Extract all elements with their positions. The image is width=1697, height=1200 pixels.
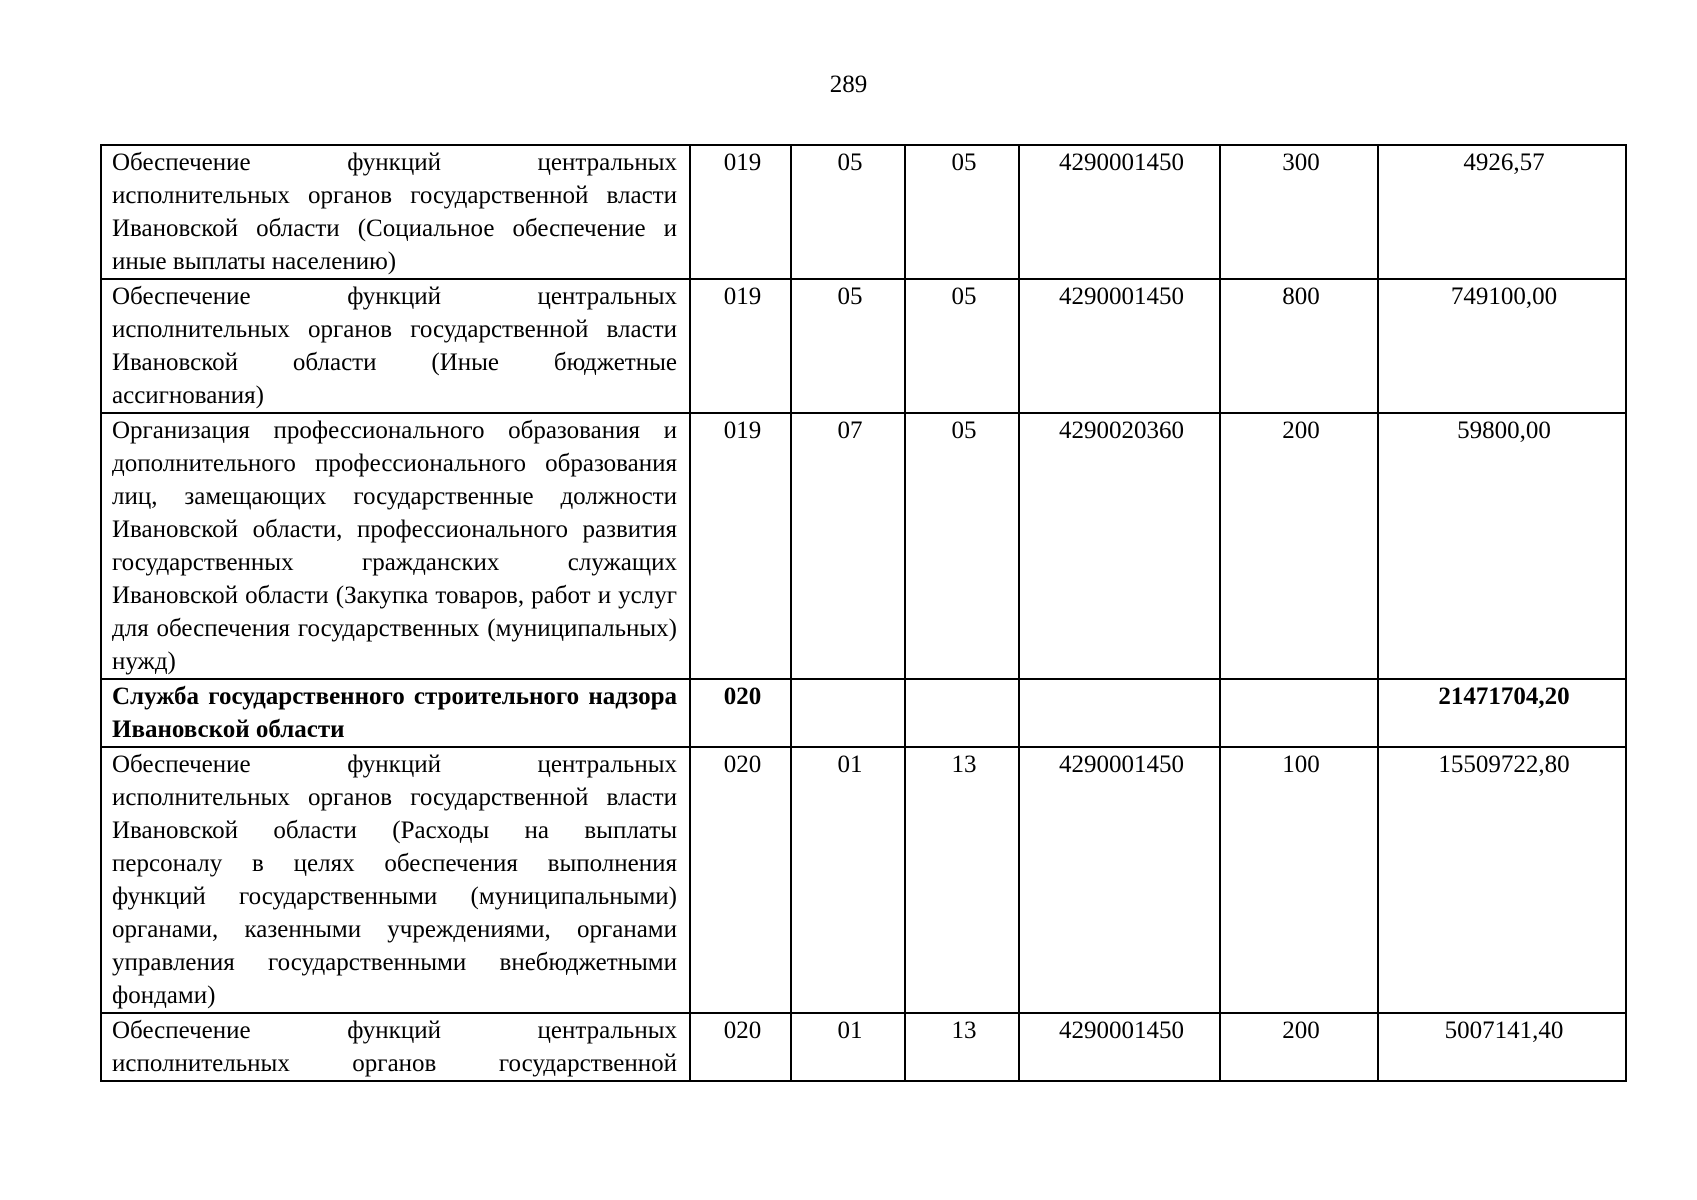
budget-table <box>100 144 1627 1082</box>
table-row <box>101 279 1626 413</box>
section-code: 01 <box>791 1013 905 1081</box>
target-article-code: 4290020360 <box>1019 413 1220 679</box>
table-row <box>101 145 1626 279</box>
row-description: Обеспечение функций центральных исполнительных органов государственной власти Ивановской области (Расходы на выплаты персоналу в целях обеспечения выполнения функций государственными (муниципальными) органами, казенными учреждениями, органами управления государственными внебюджетными фондами) <box>101 747 690 1013</box>
subsection-code: 13 <box>905 1013 1019 1081</box>
row-description: Служба государственного строительного надзора Ивановской области <box>101 679 690 747</box>
ministry-code: 019 <box>690 279 791 413</box>
table-row <box>101 679 1626 747</box>
table-row <box>101 747 1626 1013</box>
subsection-code: 05 <box>905 279 1019 413</box>
row-amount: 15509722,80 <box>1378 747 1626 1013</box>
ministry-code: 020 <box>690 1013 791 1081</box>
target-article-code: 4290001450 <box>1019 747 1220 1013</box>
target-article-code: 4290001450 <box>1019 145 1220 279</box>
subsection-code: 13 <box>905 747 1019 1013</box>
section-code: 05 <box>791 279 905 413</box>
section-code: 07 <box>791 413 905 679</box>
table-body <box>101 145 1626 1081</box>
row-amount: 59800,00 <box>1378 413 1626 679</box>
page-number: 289 <box>829 71 868 98</box>
section-code: 01 <box>791 747 905 1013</box>
row-description: Организация профессионального образования и дополнительного профессионального образования лиц, замещающих государственные должности Ивановской области, профессионального развития государственных гражданских служащих Ивановской области (Закупка товаров, работ и услуг для обеспечения государственных (муниципальных) нужд) <box>101 413 690 679</box>
expense-type-code <box>1220 679 1378 747</box>
subsection-code <box>905 679 1019 747</box>
row-description: Обеспечение функций центральных исполнительных органов государственной власти Ивановской области (Иные бюджетные ассигнования) <box>101 279 690 413</box>
ministry-code: 019 <box>690 145 791 279</box>
subsection-code: 05 <box>905 145 1019 279</box>
row-amount: 4926,57 <box>1378 145 1626 279</box>
target-article-code <box>1019 679 1220 747</box>
row-description: Обеспечение функций центральных исполнительных органов государственной <box>101 1013 690 1081</box>
section-code <box>791 679 905 747</box>
target-article-code: 4290001450 <box>1019 279 1220 413</box>
ministry-code: 020 <box>690 747 791 1013</box>
table-row <box>101 1013 1626 1081</box>
table-row <box>101 413 1626 679</box>
expense-type-code: 200 <box>1220 413 1378 679</box>
target-article-code: 4290001450 <box>1019 1013 1220 1081</box>
subsection-code: 05 <box>905 413 1019 679</box>
row-amount: 5007141,40 <box>1378 1013 1626 1081</box>
ministry-code: 020 <box>690 679 791 747</box>
section-code: 05 <box>791 145 905 279</box>
row-description: Обеспечение функций центральных исполнительных органов государственной власти Ивановской области (Социальное обеспечение и иные выплаты населению) <box>101 145 690 279</box>
expense-type-code: 200 <box>1220 1013 1378 1081</box>
row-amount: 21471704,20 <box>1378 679 1626 747</box>
expense-type-code: 300 <box>1220 145 1378 279</box>
ministry-code: 019 <box>690 413 791 679</box>
expense-type-code: 800 <box>1220 279 1378 413</box>
row-amount: 749100,00 <box>1378 279 1626 413</box>
expense-type-code: 100 <box>1220 747 1378 1013</box>
